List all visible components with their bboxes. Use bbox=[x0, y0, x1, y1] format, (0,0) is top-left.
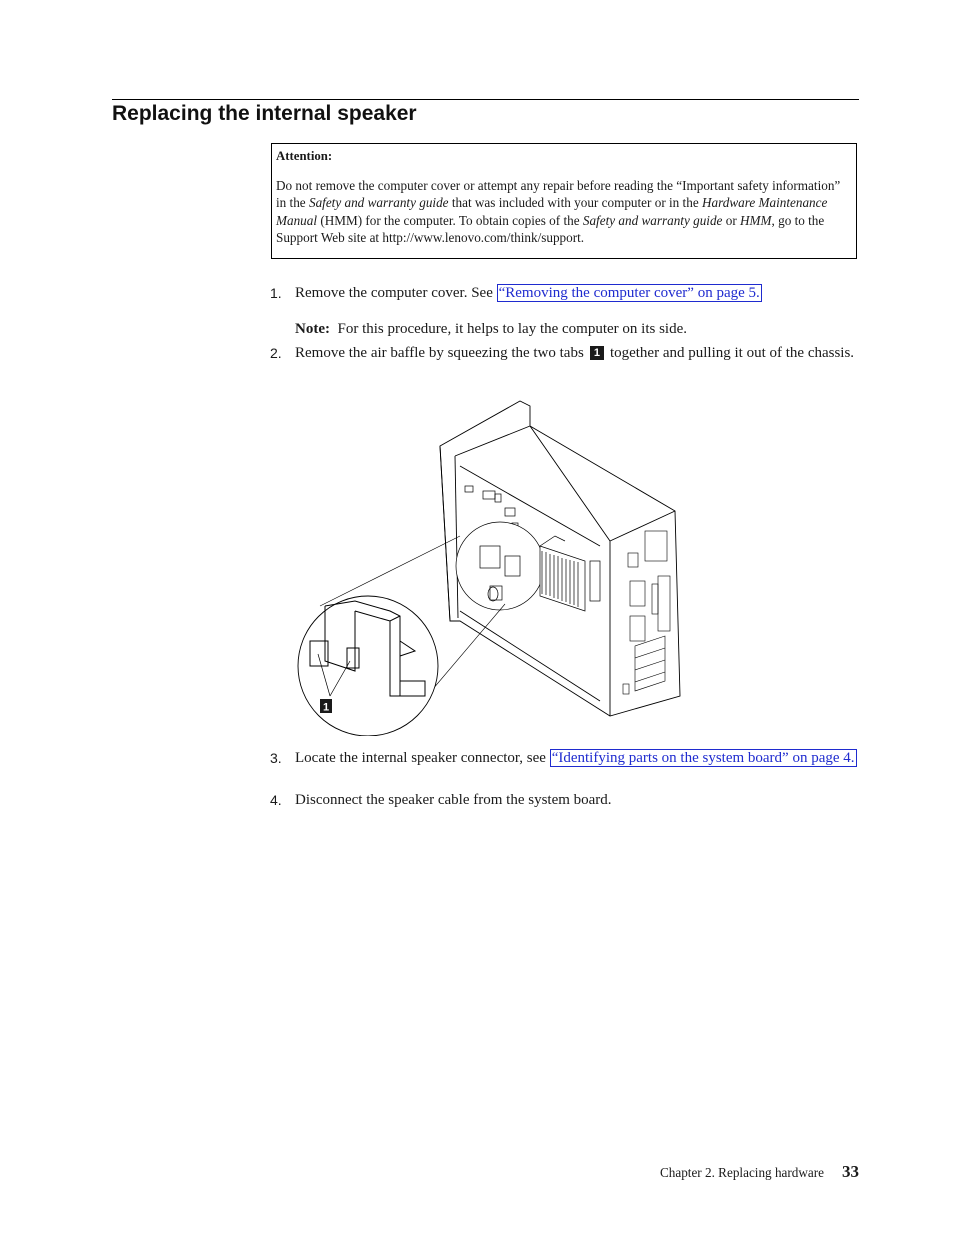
attention-box bbox=[271, 143, 857, 259]
note bbox=[295, 320, 687, 339]
note-label: Note: bbox=[295, 321, 330, 337]
step-4 bbox=[270, 791, 860, 810]
link-identifying-parts[interactable]: “Identifying parts on the system board” on page 4. bbox=[551, 750, 855, 766]
step-3 bbox=[270, 749, 860, 768]
callout-badge: 1 bbox=[590, 346, 604, 360]
page-footer bbox=[660, 1162, 859, 1182]
step-number: 4. bbox=[270, 792, 282, 808]
step-text: Remove the computer cover. See bbox=[295, 285, 497, 301]
footer-chapter: Chapter 2. Replacing hardware bbox=[659, 1165, 824, 1180]
page-title: Replacing the internal speaker bbox=[112, 102, 417, 125]
page-number: 33 bbox=[842, 1162, 859, 1181]
step-2 bbox=[270, 344, 860, 363]
figure-callout-label: 1 bbox=[322, 701, 330, 714]
step-text: Locate the internal speaker connector, see bbox=[295, 750, 550, 766]
attention-label: Attention: bbox=[276, 149, 333, 163]
heading-rule bbox=[112, 99, 859, 100]
step-number: 3. bbox=[270, 750, 282, 766]
step-number: 2. bbox=[270, 345, 282, 361]
step-text: Remove the air baffle by squeezing the two tabs bbox=[295, 345, 584, 361]
attention-text: Do not remove the computer cover or attempt any repair before reading the “Important safety information” in the Safety and warranty guide that was included with your computer or in the Hardware Maintenance Manual (HMM) for the computer. To obtain copies of the Safety and warranty guide or HMM, go to the Support Web site at http://www.lenovo.com/think/support. bbox=[276, 178, 841, 245]
step-text: Disconnect the speaker cable from the system board. bbox=[295, 792, 612, 808]
note-text: For this procedure, it helps to lay the computer on its side. bbox=[337, 321, 688, 337]
step-1 bbox=[270, 284, 860, 303]
step-text-cont: together and pulling it out of the chassis. bbox=[609, 345, 855, 361]
step-number: 1. bbox=[270, 285, 282, 301]
air-baffle-illustration bbox=[290, 396, 690, 736]
link-removing-cover[interactable]: “Removing the computer cover” on page 5. bbox=[498, 285, 760, 301]
